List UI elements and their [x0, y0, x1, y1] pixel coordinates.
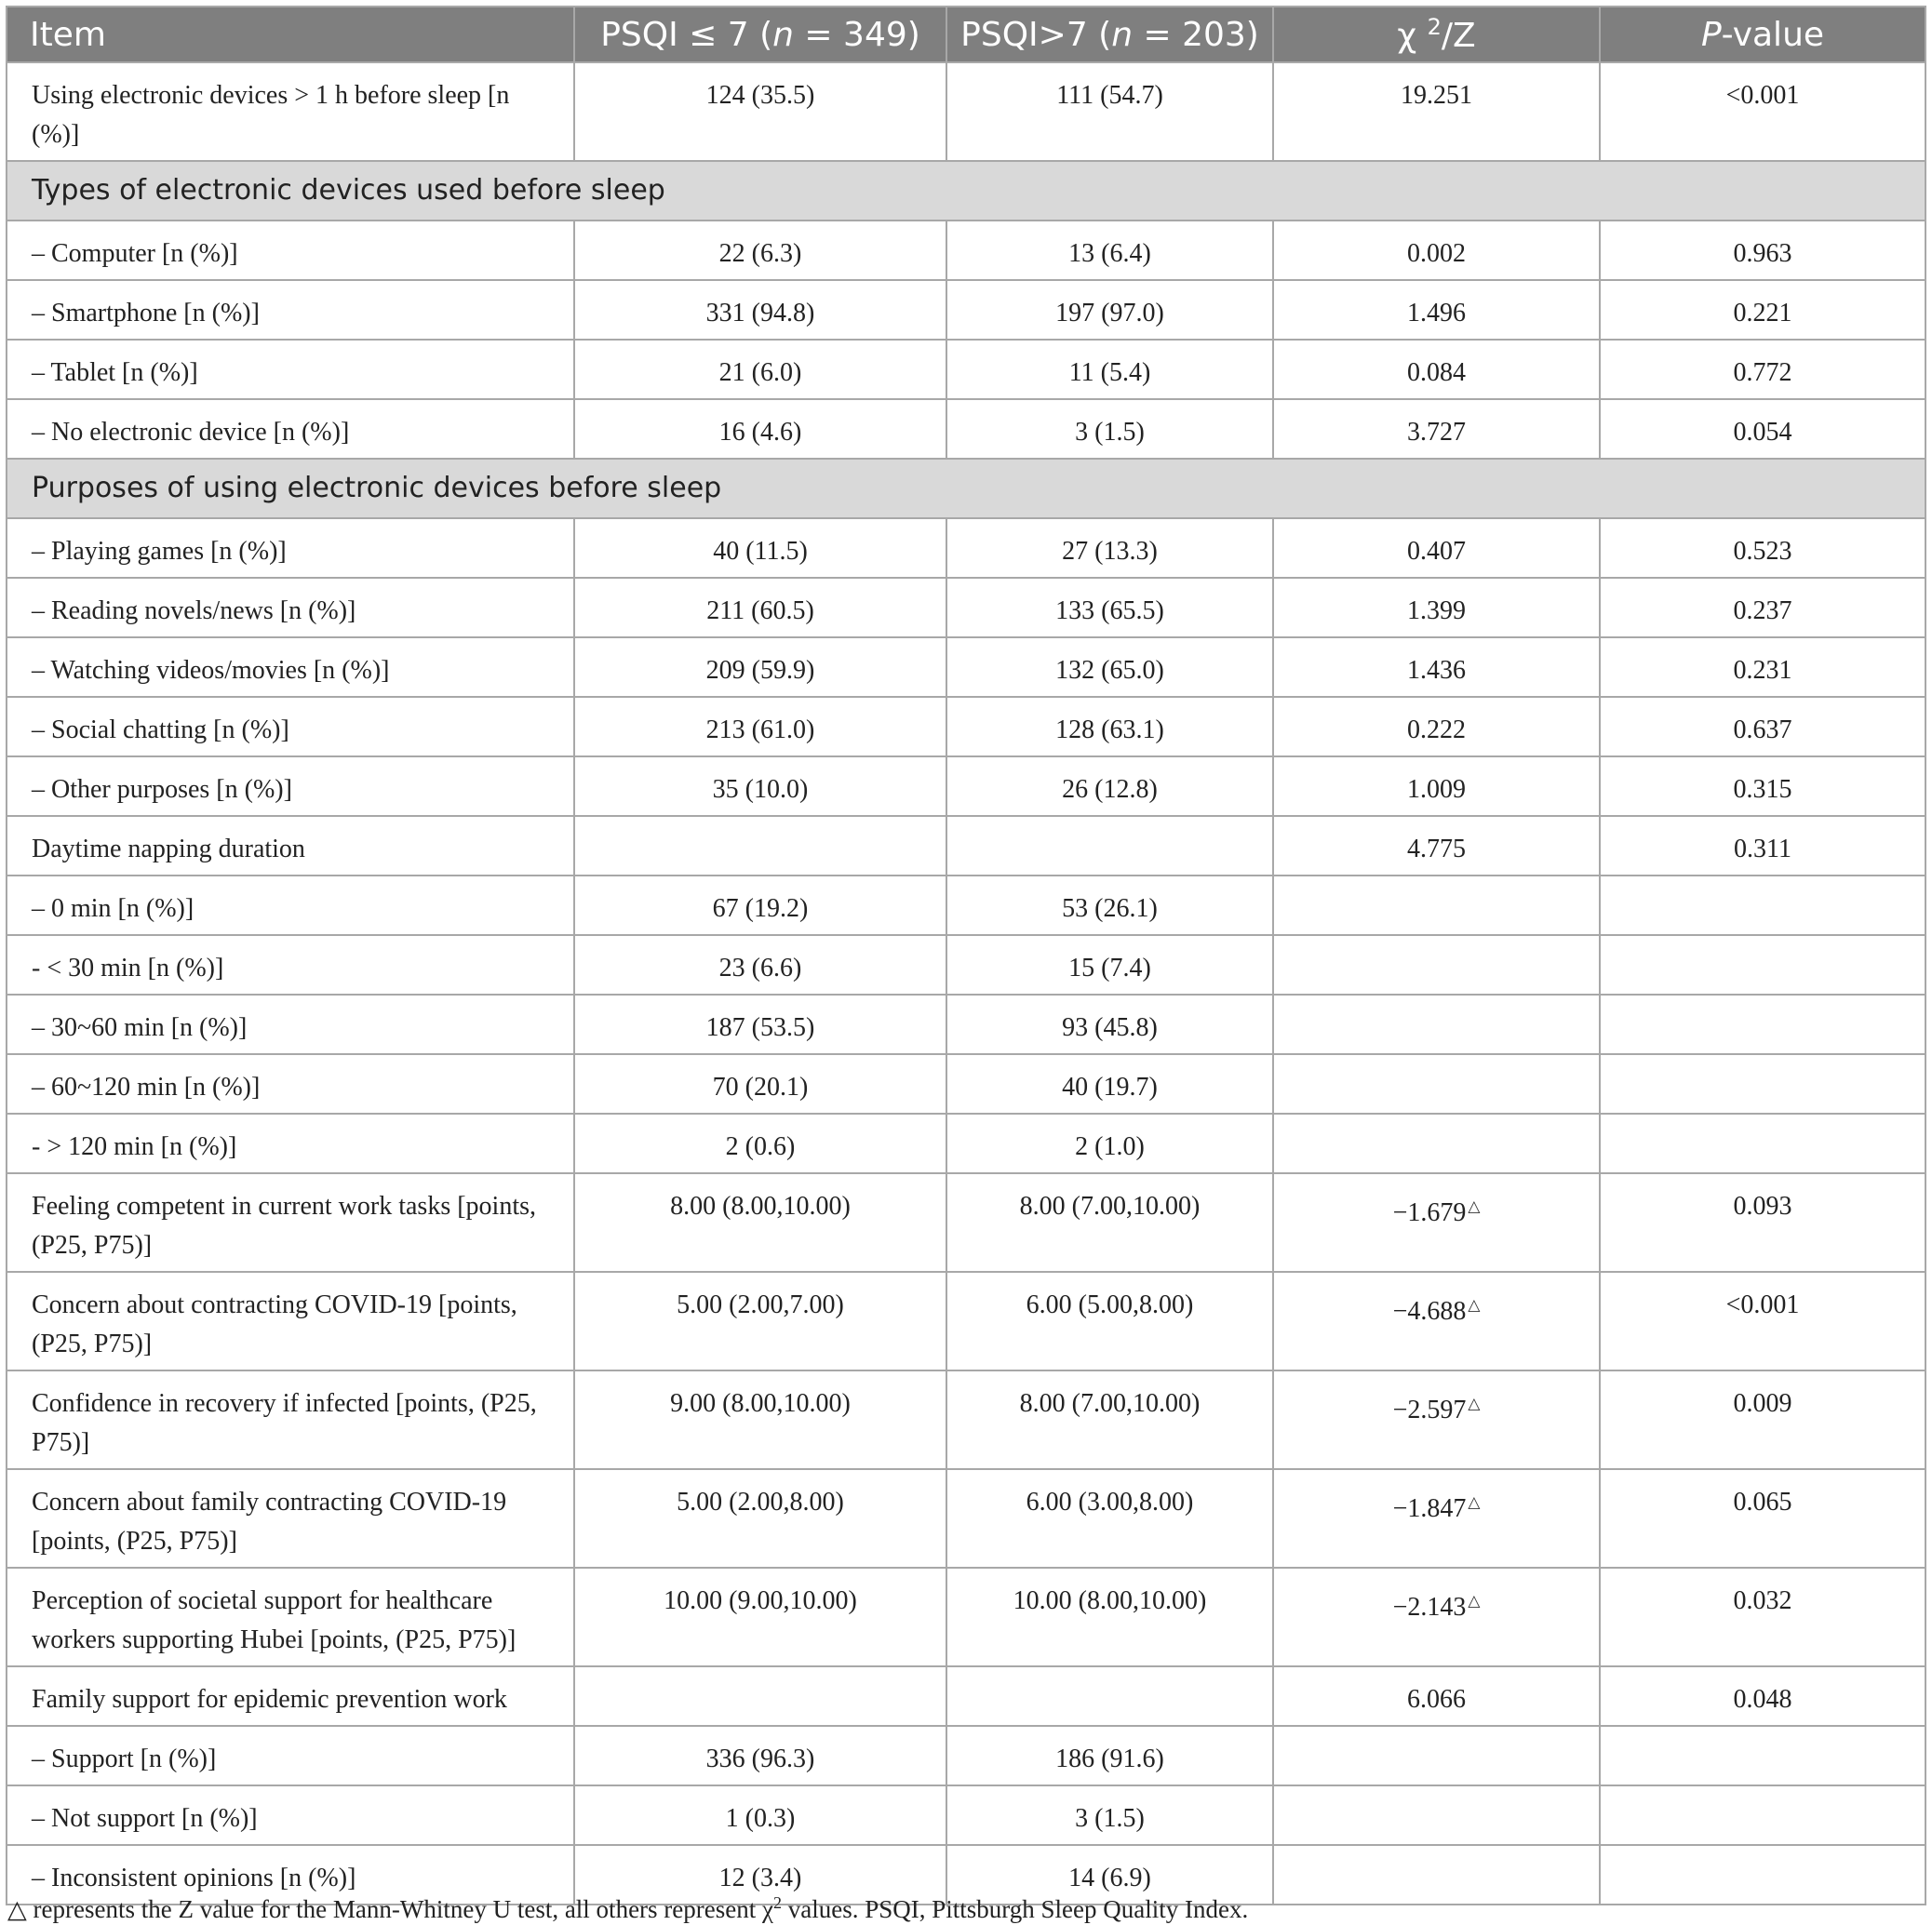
table-row	[7, 340, 1925, 399]
table-row	[7, 1568, 1925, 1666]
row-statistic-cell	[1273, 1272, 1600, 1370]
row-group2-cell	[946, 1469, 1273, 1568]
row-group2-text: 40 (19.7)	[1062, 1073, 1158, 1102]
row-group2-cell	[946, 221, 1273, 280]
row-group1-cell	[574, 756, 946, 816]
row-item-text: – Smartphone [n (%)]	[32, 299, 260, 328]
row-group1-cell	[574, 62, 946, 161]
row-statistic-cell	[1273, 221, 1600, 280]
row-group2-cell	[946, 697, 1273, 756]
header-item: Item	[7, 7, 574, 62]
row-p-value-text: 0.523	[1733, 537, 1792, 566]
row-group2-text: 133 (65.5)	[1055, 596, 1164, 625]
row-group2-cell	[946, 935, 1273, 995]
mann-whitney-marker: △	[1468, 1592, 1481, 1610]
row-p-value-cell	[1600, 1114, 1925, 1173]
row-p-value-cell	[1600, 1785, 1925, 1845]
table-row	[7, 756, 1925, 816]
table-body	[7, 62, 1925, 1905]
row-statistic-text: 1.009	[1407, 775, 1466, 804]
row-group1-text: 40 (11.5)	[713, 537, 808, 566]
row-p-value-cell	[1600, 1054, 1925, 1114]
row-p-value-text: 0.221	[1733, 299, 1792, 328]
row-group2-cell	[946, 1054, 1273, 1114]
row-group2-text: 27 (13.3)	[1062, 537, 1158, 566]
row-p-value-cell	[1600, 221, 1925, 280]
mann-whitney-marker: △	[1468, 1395, 1481, 1412]
row-group1-text: 67 (19.2)	[712, 894, 809, 923]
row-item-text: – Computer [n (%)]	[32, 239, 238, 268]
row-item-cell	[7, 1785, 574, 1845]
row-item-text: – No electronic device [n (%)]	[32, 418, 350, 447]
row-statistic-cell	[1273, 1666, 1600, 1726]
row-item-text: – Not support [n (%)]	[32, 1804, 258, 1833]
row-group2-text: 186 (91.6)	[1055, 1745, 1164, 1773]
row-item-text: Concern about family contracting COVID-19 [points, (P25, P75)]	[32, 1488, 507, 1556]
row-group2-cell	[946, 1666, 1273, 1726]
row-item-cell	[7, 1568, 574, 1666]
row-p-value-cell	[1600, 62, 1925, 161]
row-group2-text: 111 (54.7)	[1056, 81, 1163, 110]
row-item-text: Using electronic devices > 1 h before sleep [n (%)]	[32, 81, 510, 149]
row-statistic-cell	[1273, 697, 1600, 756]
row-item-cell	[7, 340, 574, 399]
row-item-text: Family support for epidemic prevention work	[32, 1685, 507, 1714]
row-p-value-text: 0.065	[1733, 1488, 1792, 1517]
row-group2-text: 8.00 (7.00,10.00)	[1019, 1192, 1201, 1221]
table-row	[7, 1469, 1925, 1568]
row-item-text: – 30~60 min [n (%)]	[32, 1013, 248, 1042]
row-p-value-cell	[1600, 280, 1925, 340]
table-footnote: △ represents the Z value for the Mann-Whitney U test, all others represent $\chi^2$ values. PSQI, Pittsburgh Sleep Quality Index.	[7, 1893, 1249, 1923]
row-statistic-cell	[1273, 1054, 1600, 1114]
row-group2-text: 197 (97.0)	[1055, 299, 1164, 328]
row-item-cell	[7, 1114, 574, 1173]
table-row	[7, 816, 1925, 876]
row-p-value-text: 0.315	[1733, 775, 1792, 804]
row-p-value-cell	[1600, 935, 1925, 995]
row-item-text: Confidence in recovery if infected [points, (P25, P75)]	[32, 1389, 537, 1457]
row-group1-cell	[574, 1054, 946, 1114]
row-p-value-text: <0.001	[1725, 1290, 1800, 1319]
header-p-value: P-value	[1600, 7, 1925, 62]
row-group2-cell	[946, 1173, 1273, 1272]
row-item-cell	[7, 935, 574, 995]
row-group1-text: 187 (53.5)	[705, 1013, 815, 1042]
table-row	[7, 1054, 1925, 1114]
row-group2-text: 3 (1.5)	[1075, 418, 1145, 447]
row-item-cell	[7, 62, 574, 161]
row-group1-cell	[574, 280, 946, 340]
row-item-cell	[7, 756, 574, 816]
table-row	[7, 1666, 1925, 1726]
row-group2-text: 15 (7.4)	[1068, 954, 1151, 983]
row-group2-text: 26 (12.8)	[1062, 775, 1158, 804]
row-group1-cell	[574, 518, 946, 578]
row-group1-cell	[574, 1114, 946, 1173]
row-p-value-cell	[1600, 399, 1925, 459]
row-p-value-text: 0.231	[1733, 656, 1792, 685]
table-row	[7, 518, 1925, 578]
row-item-cell	[7, 1272, 574, 1370]
row-group1-cell	[574, 816, 946, 876]
table-row	[7, 221, 1925, 280]
row-statistic-cell	[1273, 399, 1600, 459]
row-item-cell	[7, 1370, 574, 1469]
row-group1-cell	[574, 399, 946, 459]
table-row	[7, 62, 1925, 161]
row-group1-text: 9.00 (8.00,10.00)	[670, 1389, 851, 1418]
row-p-value-text: 0.032	[1733, 1586, 1792, 1615]
header-statistic: χ $^2$/Z	[1273, 7, 1600, 62]
row-group1-text: 10.00 (9.00,10.00)	[664, 1586, 857, 1615]
row-group1-cell	[574, 1666, 946, 1726]
row-group1-cell	[574, 340, 946, 399]
row-statistic-cell	[1273, 578, 1600, 637]
row-statistic-cell	[1273, 340, 1600, 399]
row-group1-cell	[574, 1568, 946, 1666]
row-p-value-cell	[1600, 1370, 1925, 1469]
results-table	[6, 6, 1926, 1905]
table-row	[7, 1173, 1925, 1272]
row-group2-cell	[946, 399, 1273, 459]
row-group2-cell	[946, 1568, 1273, 1666]
row-p-value-cell	[1600, 756, 1925, 816]
row-statistic-text: −1.679	[1392, 1198, 1467, 1227]
row-item-text: – Tablet [n (%)]	[32, 358, 198, 387]
row-statistic-cell	[1273, 995, 1600, 1054]
table-row	[7, 1114, 1925, 1173]
row-statistic-text: 3.727	[1407, 418, 1466, 447]
row-group1-cell	[574, 935, 946, 995]
row-statistic-cell	[1273, 280, 1600, 340]
header-group1: PSQI ≤ 7 (n = 349)	[574, 7, 946, 62]
row-statistic-cell	[1273, 1785, 1600, 1845]
row-group1-text: 23 (6.6)	[718, 954, 802, 983]
row-p-value-text: 0.093	[1733, 1192, 1792, 1221]
table-row	[7, 1370, 1925, 1469]
row-group1-cell	[574, 995, 946, 1054]
table-row	[7, 1272, 1925, 1370]
table-wrapper	[6, 6, 1925, 1905]
row-statistic-text: 0.407	[1407, 537, 1466, 566]
row-statistic-cell	[1273, 637, 1600, 697]
row-group2-cell	[946, 637, 1273, 697]
row-group1-text: 12 (3.4)	[718, 1864, 802, 1892]
row-statistic-text: 6.066	[1407, 1685, 1466, 1714]
row-group2-cell	[946, 756, 1273, 816]
row-item-text: - > 120 min [n (%)]	[32, 1132, 237, 1161]
row-statistic-cell	[1273, 62, 1600, 161]
row-group1-cell	[574, 221, 946, 280]
row-group1-text: 16 (4.6)	[718, 418, 802, 447]
row-p-value-text: 0.311	[1734, 835, 1791, 863]
row-group1-text: 213 (61.0)	[705, 715, 815, 744]
header-row	[7, 7, 1925, 62]
row-statistic-text: 4.775	[1407, 835, 1466, 863]
row-statistic-cell	[1273, 1114, 1600, 1173]
row-group2-cell	[946, 876, 1273, 935]
section-row	[7, 459, 1925, 518]
row-group1-text: 22 (6.3)	[718, 239, 802, 268]
section-title: Purposes of using electronic devices before sleep	[7, 459, 1925, 518]
row-p-value-cell	[1600, 995, 1925, 1054]
row-item-text: Perception of societal support for healthcare workers supporting Hubei [points, (P25, P75)]	[32, 1586, 517, 1654]
row-p-value-cell	[1600, 578, 1925, 637]
row-statistic-cell	[1273, 518, 1600, 578]
row-statistic-text: 19.251	[1401, 81, 1472, 110]
row-group1-cell	[574, 578, 946, 637]
row-group2-text: 8.00 (7.00,10.00)	[1019, 1389, 1201, 1418]
row-item-text: - < 30 min [n (%)]	[32, 954, 224, 983]
row-item-text: Daytime napping duration	[32, 835, 305, 863]
row-item-text: – Other purposes [n (%)]	[32, 775, 292, 804]
row-group2-text: 11 (5.4)	[1068, 358, 1151, 387]
row-group1-text: 35 (10.0)	[712, 775, 809, 804]
row-p-value-text: 0.048	[1733, 1685, 1792, 1714]
row-statistic-text: 1.399	[1407, 596, 1466, 625]
row-item-cell	[7, 876, 574, 935]
row-item-cell	[7, 1469, 574, 1568]
table-row	[7, 399, 1925, 459]
row-group2-text: 3 (1.5)	[1075, 1804, 1145, 1833]
row-p-value-text: 0.772	[1733, 358, 1792, 387]
row-item-text: Feeling competent in current work tasks [points, (P25, P75)]	[32, 1192, 536, 1260]
row-group1-text: 2 (0.6)	[725, 1132, 796, 1161]
mann-whitney-marker: △	[1468, 1493, 1481, 1511]
row-group2-cell	[946, 995, 1273, 1054]
row-group1-cell	[574, 1785, 946, 1845]
row-group1-cell	[574, 1370, 946, 1469]
row-item-cell	[7, 1054, 574, 1114]
row-item-cell	[7, 1173, 574, 1272]
row-p-value-text: <0.001	[1725, 81, 1800, 110]
row-p-value-cell	[1600, 340, 1925, 399]
header-group2: PSQI>7 (n = 203)	[946, 7, 1273, 62]
row-item-cell	[7, 578, 574, 637]
row-group2-text: 93 (45.8)	[1062, 1013, 1158, 1042]
row-p-value-cell	[1600, 518, 1925, 578]
table-row	[7, 280, 1925, 340]
row-statistic-cell	[1273, 935, 1600, 995]
table-row	[7, 578, 1925, 637]
row-p-value-cell	[1600, 637, 1925, 697]
row-statistic-cell	[1273, 1173, 1600, 1272]
row-item-text: – 0 min [n (%)]	[32, 894, 195, 923]
row-group1-cell	[574, 1173, 946, 1272]
row-group1-text: 1 (0.3)	[725, 1804, 796, 1833]
row-item-text: – Social chatting [n (%)]	[32, 715, 289, 744]
row-statistic-text: 1.436	[1407, 656, 1466, 685]
row-item-cell	[7, 697, 574, 756]
row-group2-text: 10.00 (8.00,10.00)	[1013, 1586, 1207, 1615]
row-group2-cell	[946, 578, 1273, 637]
row-statistic-cell	[1273, 1469, 1600, 1568]
row-p-value-cell	[1600, 1726, 1925, 1785]
row-p-value-cell	[1600, 1568, 1925, 1666]
table-row	[7, 876, 1925, 935]
row-group2-text: 128 (63.1)	[1055, 715, 1164, 744]
table-row	[7, 935, 1925, 995]
row-p-value-cell	[1600, 876, 1925, 935]
row-group2-cell	[946, 1272, 1273, 1370]
table-row	[7, 637, 1925, 697]
row-group1-text: 209 (59.9)	[705, 656, 815, 685]
row-statistic-text: 0.222	[1407, 715, 1466, 744]
row-p-value-cell	[1600, 1272, 1925, 1370]
row-statistic-text: −4.688	[1392, 1297, 1467, 1326]
row-item-cell	[7, 1726, 574, 1785]
row-group2-cell	[946, 1370, 1273, 1469]
row-p-value-text: 0.637	[1733, 715, 1792, 744]
row-group1-text: 336 (96.3)	[705, 1745, 815, 1773]
row-item-cell	[7, 995, 574, 1054]
row-group2-cell	[946, 1785, 1273, 1845]
row-item-cell	[7, 1666, 574, 1726]
row-group1-cell	[574, 697, 946, 756]
row-group2-text: 6.00 (5.00,8.00)	[1026, 1290, 1194, 1319]
row-statistic-cell	[1273, 756, 1600, 816]
row-group1-cell	[574, 637, 946, 697]
row-group1-cell	[574, 1272, 946, 1370]
row-item-cell	[7, 221, 574, 280]
row-group2-text: 2 (1.0)	[1075, 1132, 1145, 1161]
row-p-value-cell	[1600, 816, 1925, 876]
row-statistic-cell	[1273, 1370, 1600, 1469]
mann-whitney-marker: △	[1468, 1197, 1481, 1215]
row-group2-cell	[946, 280, 1273, 340]
row-statistic-text: 0.084	[1407, 358, 1466, 387]
row-statistic-cell	[1273, 1726, 1600, 1785]
row-item-text: – Reading novels/news [n (%)]	[32, 596, 356, 625]
row-item-text: – Inconsistent opinions [n (%)]	[32, 1864, 356, 1892]
row-group1-cell	[574, 1726, 946, 1785]
row-group1-text: 331 (94.8)	[705, 299, 815, 328]
table-row	[7, 1726, 1925, 1785]
row-item-text: – 60~120 min [n (%)]	[32, 1073, 261, 1102]
row-group1-text: 21 (6.0)	[718, 358, 802, 387]
row-group1-text: 124 (35.5)	[705, 81, 815, 110]
row-group2-text: 14 (6.9)	[1068, 1864, 1151, 1892]
row-group1-text: 211 (60.5)	[706, 596, 814, 625]
row-statistic-cell	[1273, 1568, 1600, 1666]
section-row	[7, 161, 1925, 221]
row-p-value-cell	[1600, 1469, 1925, 1568]
row-group1-cell	[574, 1469, 946, 1568]
row-item-cell	[7, 816, 574, 876]
row-group2-text: 53 (26.1)	[1062, 894, 1158, 923]
table-row	[7, 697, 1925, 756]
row-p-value-text: 0.963	[1733, 239, 1792, 268]
row-item-cell	[7, 280, 574, 340]
row-group2-cell	[946, 1726, 1273, 1785]
row-statistic-text: −1.847	[1392, 1494, 1467, 1523]
row-statistic-text: 1.496	[1407, 299, 1466, 328]
row-group1-text: 70 (20.1)	[712, 1073, 809, 1102]
row-statistic-cell	[1273, 816, 1600, 876]
row-group2-text: 6.00 (3.00,8.00)	[1026, 1488, 1194, 1517]
row-item-text: – Support [n (%)]	[32, 1745, 217, 1773]
table-row	[7, 995, 1925, 1054]
row-statistic-text: −2.597	[1392, 1396, 1467, 1424]
table-row	[7, 1785, 1925, 1845]
row-statistic-cell	[1273, 876, 1600, 935]
row-group1-cell	[574, 876, 946, 935]
row-item-cell	[7, 637, 574, 697]
row-item-cell	[7, 518, 574, 578]
row-group2-cell	[946, 62, 1273, 161]
mann-whitney-marker: △	[1468, 1296, 1481, 1314]
row-group1-text: 5.00 (2.00,8.00)	[677, 1488, 844, 1517]
row-p-value-cell	[1600, 1666, 1925, 1726]
row-item-text: – Watching videos/movies [n (%)]	[32, 656, 390, 685]
row-p-value-text: 0.054	[1733, 418, 1792, 447]
row-item-cell	[7, 399, 574, 459]
row-group2-cell	[946, 816, 1273, 876]
row-statistic-text: −2.143	[1392, 1593, 1467, 1622]
row-group2-cell	[946, 1114, 1273, 1173]
row-statistic-text: 0.002	[1407, 239, 1466, 268]
row-p-value-cell	[1600, 1173, 1925, 1272]
row-item-text: – Playing games [n (%)]	[32, 537, 287, 566]
row-group2-cell	[946, 340, 1273, 399]
row-group1-text: 8.00 (8.00,10.00)	[670, 1192, 851, 1221]
row-group2-text: 132 (65.0)	[1055, 656, 1164, 685]
row-group2-cell	[946, 518, 1273, 578]
row-p-value-text: 0.009	[1733, 1389, 1792, 1418]
section-title: Types of electronic devices used before sleep	[7, 161, 1925, 221]
row-p-value-text: 0.237	[1733, 596, 1792, 625]
row-group1-text: 5.00 (2.00,7.00)	[677, 1290, 844, 1319]
row-group2-text: 13 (6.4)	[1068, 239, 1151, 268]
row-item-text: Concern about contracting COVID-19 [points, (P25, P75)]	[32, 1290, 517, 1358]
row-p-value-cell	[1600, 697, 1925, 756]
